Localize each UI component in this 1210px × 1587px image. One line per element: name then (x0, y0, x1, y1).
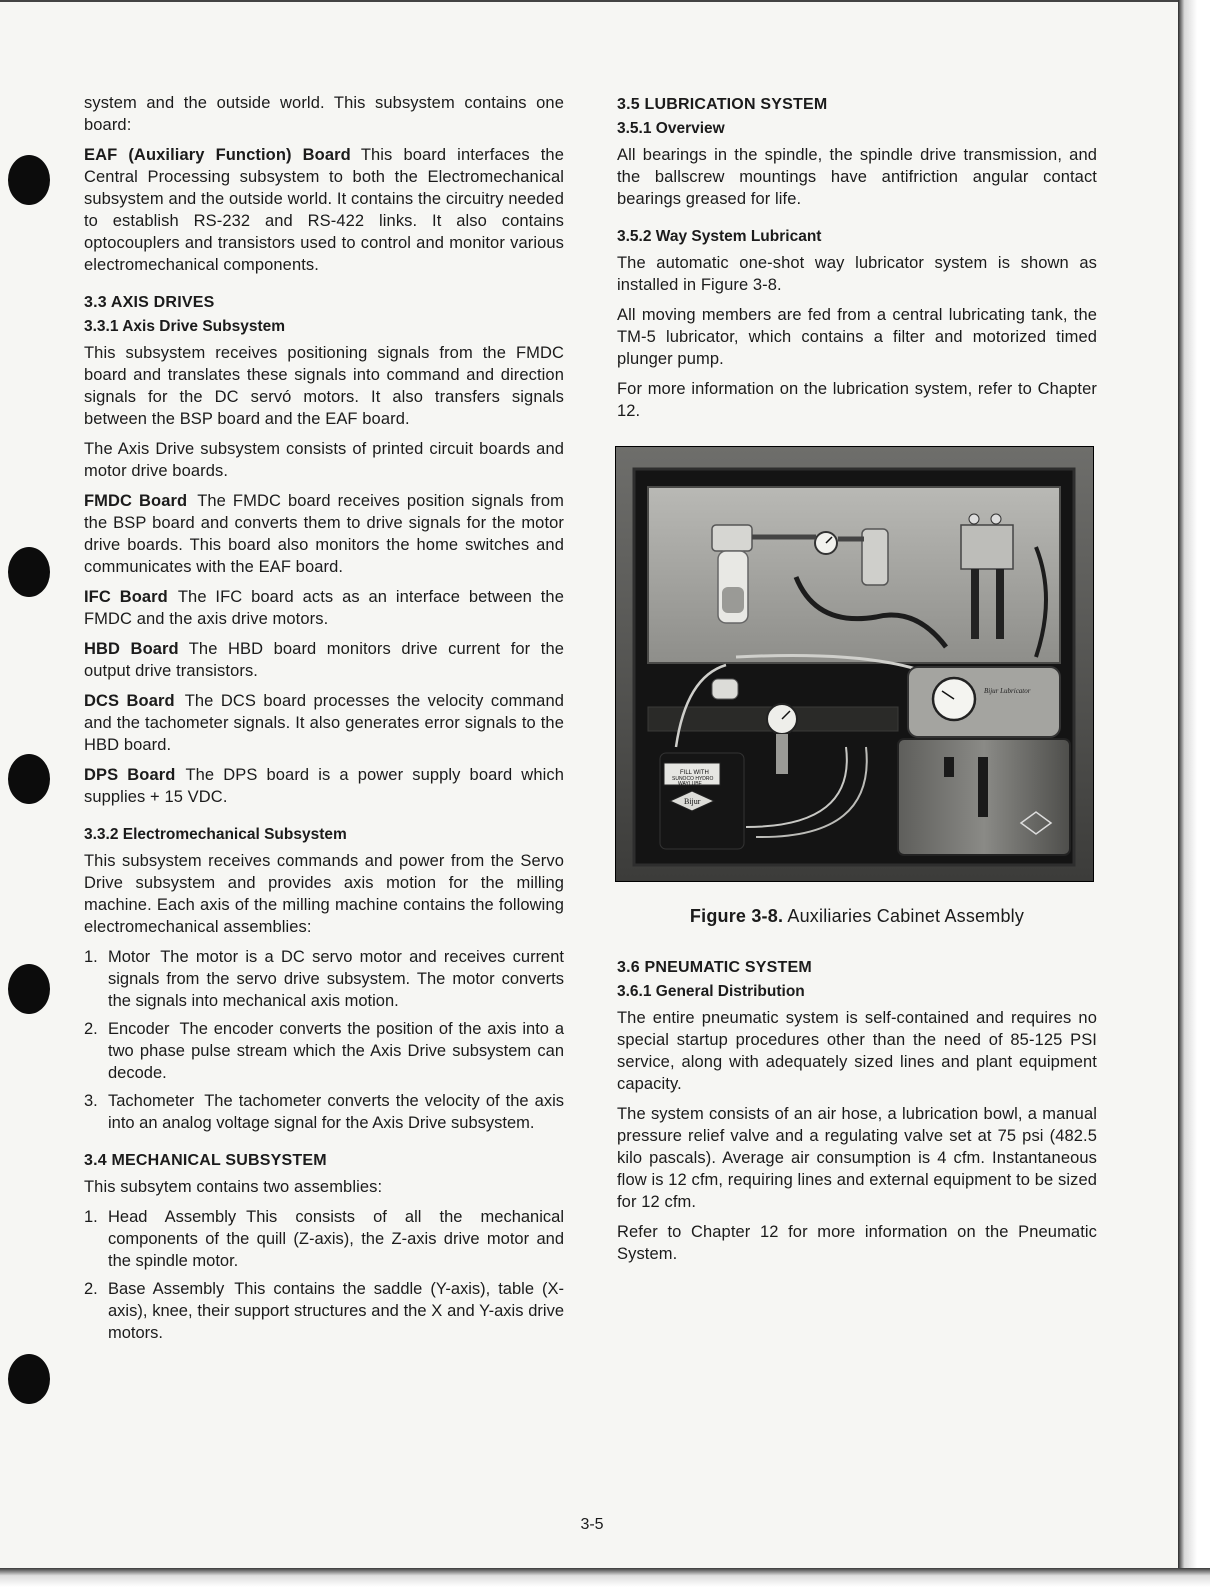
ifc-board-paragraph (84, 586, 564, 630)
electromech-heading: 3.3.2 Electromechanical Subsystem (84, 826, 347, 843)
list-item (84, 1206, 564, 1272)
right-column (617, 92, 1097, 1273)
pneumatic-paragraph-1: The entire pneumatic system is self-contained and requires no special startup procedures other than the need of 85-125 PSI service, along with adequately sized lines and plant equipment capacity. (617, 1009, 1097, 1093)
overview-paragraph: All bearings in the spindle, the spindle drive transmission, and the ballscrew mountings have antifriction angular contact bearings greased for life. (617, 146, 1097, 208)
hbd-board-paragraph (84, 638, 564, 682)
fmdc-board-paragraph (84, 490, 564, 578)
figure-title: Auxiliaries Cabinet Assembly (787, 906, 1025, 926)
way-paragraph-3: For more information on the lubrication system, refer to Chapter 12. (617, 380, 1097, 420)
lubrication-heading: 3.5 LUBRICATION SYSTEM (617, 96, 828, 113)
electromech-list (84, 946, 564, 1134)
axis-drive-consists-paragraph: The Axis Drive subsystem consists of printed circuit boards and motor drive boards. (84, 440, 564, 480)
list-text: This contains the saddle (Y-axis), table (X-axis), knee, their support structures and the X and Y-axis drive motors. (108, 1280, 564, 1342)
list-term: Encoder (108, 1020, 170, 1038)
axis-drive-paragraph: This subsystem receives positioning signals from the FMDC board and translates these signals into command and direction signals for the DC servó motors. It also transfers signals between the BSP board and the EAF board. (84, 344, 564, 428)
dps-board-paragraph (84, 764, 564, 808)
pneumatic-paragraph-3: Refer to Chapter 12 for more information on the Pneumatic System. (617, 1223, 1097, 1263)
list-text: The tachometer converts the velocity of the axis into an analog voltage signal for the Axis Drive subsystem. (108, 1092, 564, 1132)
axis-drive-subsystem-heading: 3.3.1 Axis Drive Subsystem (84, 318, 286, 335)
board-term: IFC Board (84, 588, 168, 606)
board-text: The FMDC board receives position signals from the BSP board and converts them to drive signals for the motor drive boards. This board also monitors the home switches and communicates with the EAF board. (84, 492, 564, 576)
axis-drives-heading: 3.3 AXIS DRIVES (84, 294, 215, 311)
board-term: FMDC Board (84, 492, 188, 510)
list-term: Motor (108, 948, 151, 966)
mechanical-list (84, 1206, 564, 1344)
pneumatic-heading: 3.6 PNEUMATIC SYSTEM (617, 959, 812, 976)
mechanical-heading: 3.4 MECHANICAL SUBSYSTEM (84, 1152, 327, 1169)
list-text: The motor is a DC servo motor and receives current signals from the servo drive subsystem. The motor converts the signals into mechanical axis motion. (108, 948, 564, 1010)
general-distribution-heading: 3.6.1 General Distribution (617, 983, 805, 1000)
list-term: Head Assembly (108, 1208, 237, 1226)
tank-label-text: Bijur Lubricator (984, 687, 1031, 695)
cabinet-photo-illustration (616, 447, 1093, 881)
binder-hole (8, 964, 50, 1014)
intro-paragraph: system and the outside world. This subsystem contains one board: (84, 94, 564, 134)
list-number: 2. (84, 1280, 98, 1298)
left-column (84, 92, 564, 1352)
list-item (84, 1090, 564, 1134)
board-term: DCS Board (84, 692, 175, 710)
binder-hole (8, 754, 50, 804)
board-term: HBD Board (84, 640, 179, 658)
eaf-text: This board interfaces the Central Processing subsystem to both the Electromechanical subsystem and the outside world. It contains the circuitry needed to establish RS-232 and RS-422 links. It also contains optocouplers and transistors used to control and monitor various electromechanical components. (84, 146, 564, 274)
figure-auxiliaries-cabinet-photo (615, 446, 1094, 882)
figure-number: Figure 3-8. (689, 906, 784, 926)
label-text-line3: WAYLUBE (678, 781, 702, 787)
list-term: Tachometer (108, 1092, 195, 1110)
binder-hole (8, 155, 50, 205)
list-text: The encoder converts the position of the axis into a two phase pulse stream which the Axis Drive subsystem can decode. (108, 1020, 564, 1082)
list-item (84, 946, 564, 1012)
page-edge-right (1178, 0, 1210, 1587)
board-term: DPS Board (84, 766, 176, 784)
mechanical-paragraph: This subsytem contains two assemblies: (84, 1178, 383, 1196)
board-text: The DPS board is a power supply board which supplies + 15 VDC. (84, 766, 564, 806)
eaf-paragraph (84, 144, 564, 276)
binder-hole (8, 1354, 50, 1404)
list-item (84, 1278, 564, 1344)
list-text: This consists of all the mechanical components of the quill (Z-axis), the Z-axis drive motor and the spindle motor. (108, 1208, 564, 1270)
overview-heading: 3.5.1 Overview (617, 120, 725, 137)
way-paragraph-2: All moving members are fed from a central lubricating tank, the TM-5 lubricator, which contains a filter and motorized timed plunger pump. (617, 306, 1097, 368)
binder-hole (8, 547, 50, 597)
board-text: The IFC board acts as an interface between the FMDC and the axis drive motors. (84, 588, 564, 628)
list-number: 2. (84, 1020, 98, 1038)
dcs-board-paragraph (84, 690, 564, 756)
list-number: 1. (84, 1208, 98, 1226)
board-text: The DCS board processes the velocity command and the tachometer signals. It also generates error signals to the HBD board. (84, 692, 564, 754)
electromech-paragraph: This subsystem receives commands and power from the Servo Drive subsystem and provides axis motion for the milling machine. Each axis of the milling machine contains the following electromechanical assemblies: (84, 852, 564, 936)
eaf-term: EAF (Auxiliary Function) Board (84, 146, 351, 164)
way-system-heading: 3.5.2 Way System Lubricant (617, 228, 822, 245)
board-text: The HBD board monitors drive current for the output drive transistors. (84, 640, 564, 680)
pneumatic-paragraph-2: The system consists of an air hose, a lubrication bowl, a manual pressure relief valve and a regulating valve set at 75 psi (482.5 kilo pascals). Average air consumption is 4 cfm. Instantaneous flow is 12 cfm, requiring lines and external equipment to be sized for 12 cfm. (617, 1105, 1097, 1211)
way-paragraph-1: The automatic one-shot way lubricator system is shown as installed in Figure 3-8. (617, 254, 1097, 294)
page-number: 3-5 (580, 1516, 604, 1533)
list-number: 1. (84, 948, 98, 966)
page-edge-bottom (0, 1568, 1210, 1587)
badge-text: Bijur (684, 797, 701, 806)
list-item (84, 1018, 564, 1084)
list-number: 3. (84, 1092, 98, 1110)
list-term: Base Assembly (108, 1280, 225, 1298)
label-text-line2: SUNOCO HYDRO (672, 776, 714, 782)
label-text-line1: FILL WITH (680, 770, 709, 776)
figure-caption (617, 906, 1097, 927)
